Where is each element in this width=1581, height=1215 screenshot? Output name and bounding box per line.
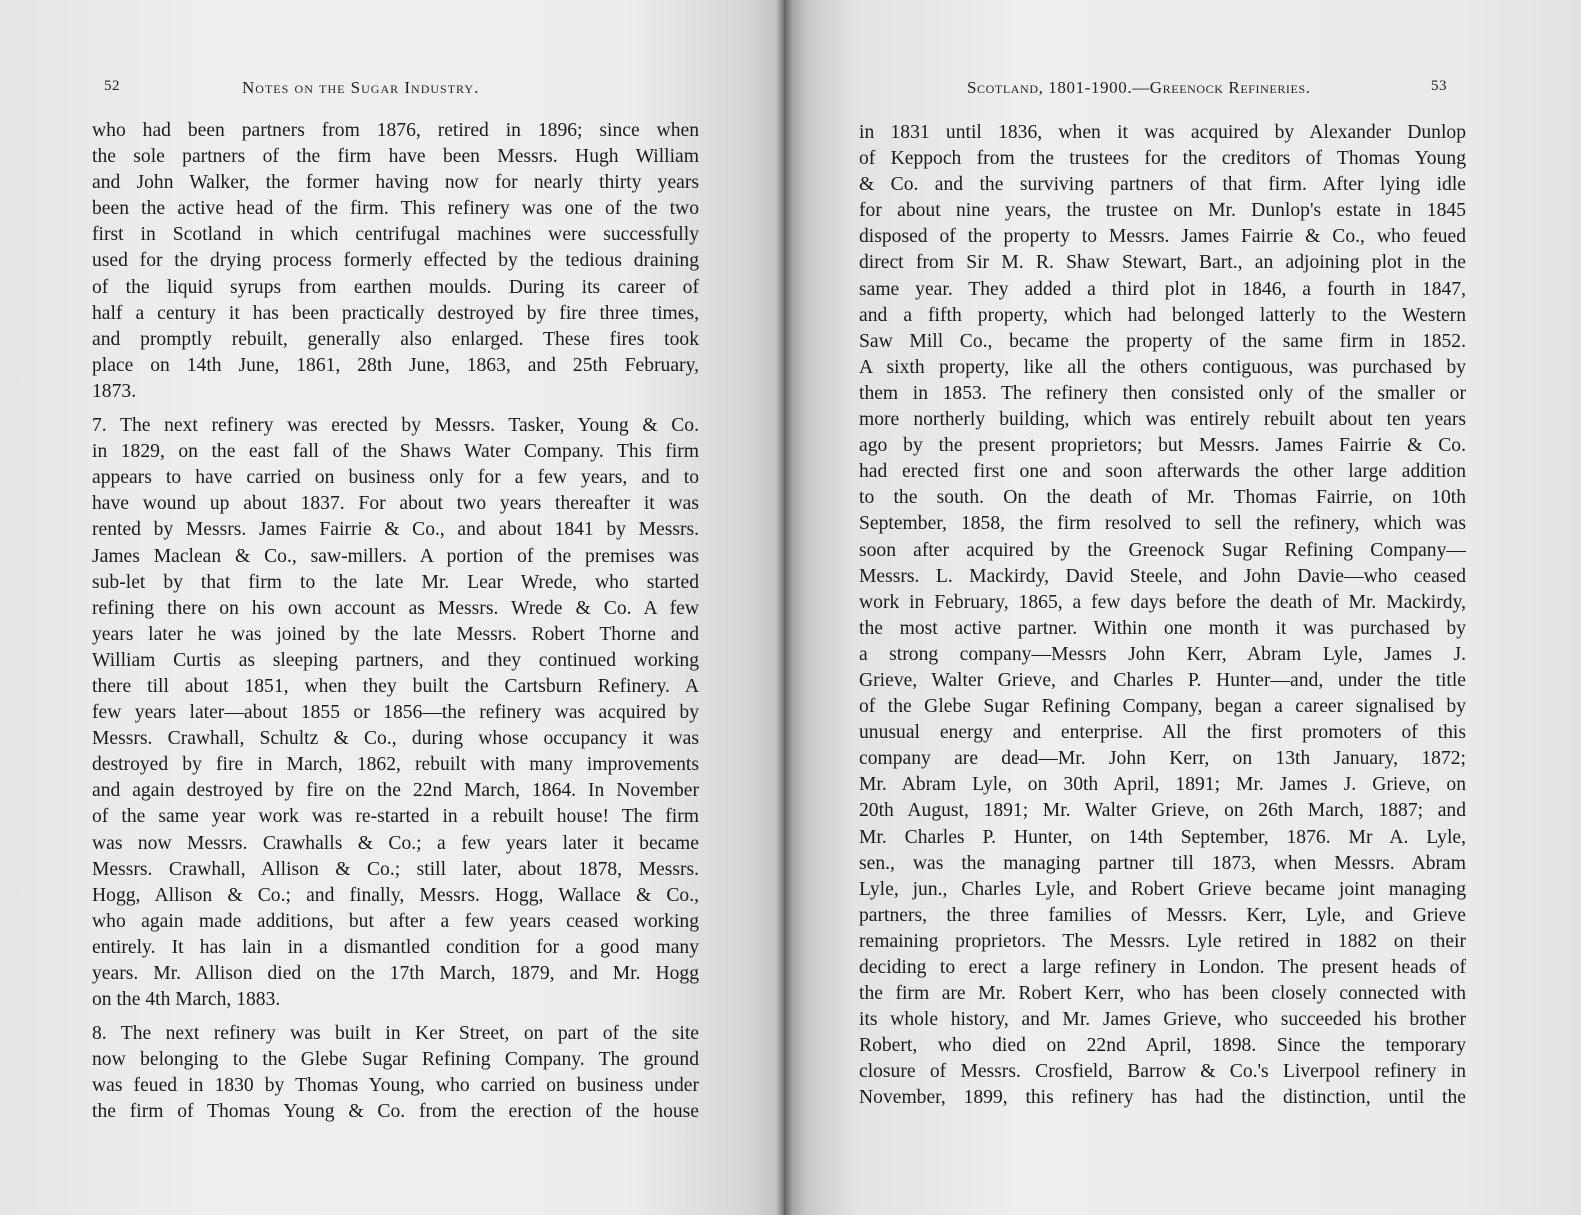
text-line: for about nine years, the trustee on Mr. Dunlop's estate in 1845 (859, 200, 1466, 222)
text-line: A sixth property, like all the others contiguous, was purchased by (859, 356, 1466, 378)
text-line: direct from Sir M. R. Shaw Stewart, Bart., an adjoining plot in the (859, 252, 1466, 274)
text-line: September, 1858, the firm resolved to sell the refinery, which was (859, 513, 1466, 535)
text-line: Lyle, jun., Charles Lyle, and Robert Grieve became joint managing (859, 878, 1466, 900)
text-line: and a fifth property, which had belonged latterly to the Western (859, 304, 1466, 326)
text-line: the most active partner. Within one month it was purchased by (859, 617, 1466, 639)
text-line: now belonging to the Glebe Sugar Refining Company. The ground (92, 1049, 699, 1071)
page-number: 52 (104, 78, 120, 94)
text-line: and again destroyed by fire on the 22nd March, 1864. In November (92, 780, 699, 802)
text-line: place on 14th June, 1861, 28th June, 1863, and 25th February, (92, 354, 699, 376)
text-line: was now Messrs. Crawhalls & Co.; a few years later it became (92, 832, 699, 854)
text-line: Saw Mill Co., became the property of the same firm in 1852. (859, 330, 1466, 352)
text-line: of the same year work was re-started in a rebuilt house! The firm (92, 806, 699, 828)
text-line: to the south. On the death of Mr. Thomas Fairrie, on 10th (859, 487, 1466, 509)
book-gutter (776, 0, 792, 1215)
page-body (92, 118, 699, 1126)
text-line: destroyed by fire in March, 1862, rebuilt with many improvements (92, 754, 699, 776)
text-line: 20th August, 1891; Mr. Walter Grieve, on 26th March, 1887; and (859, 800, 1466, 822)
text-line: been the active head of the firm. This refinery was one of the two (92, 198, 699, 220)
text-line: who had been partners from 1876, retired in 1896; since when (92, 120, 699, 141)
text-line: soon after acquired by the Greenock Sugar Refining Company— (859, 539, 1466, 561)
text-line: entirely. It has lain in a dismantled condition for a good many (92, 936, 699, 958)
text-line: appears to have carried on business only for a few years, and to (92, 467, 699, 489)
text-line: partners, the three families of Messrs. Kerr, Lyle, and Grieve (859, 904, 1466, 926)
text-line: William Curtis as sleeping partners, and they continued working (92, 649, 699, 671)
text-line: and promptly rebuilt, generally also enlarged. These fires took (92, 328, 699, 350)
text-line: a strong company—Messrs John Kerr, Abram Lyle, James J. (859, 643, 1466, 665)
text-line: remaining proprietors. The Messrs. Lyle retired in 1882 on their (859, 930, 1466, 952)
text-line: the firm are Mr. Robert Kerr, who has been closely connected with (859, 983, 1466, 1005)
page-body (859, 120, 1466, 1112)
paragraph-gap (92, 405, 699, 413)
paragraph (92, 1021, 699, 1125)
text-line: 8. The next refinery was built in Ker Street, on part of the site (92, 1023, 699, 1045)
text-line: in 1829, on the east fall of the Shaws Water Company. This firm (92, 441, 699, 463)
text-line: sen., was the managing partner till 1873, when Messrs. Abram (859, 852, 1466, 874)
text-line: who again made additions, but after a few years ceased working (92, 910, 699, 932)
text-line: rented by Messrs. James Fairrie & Co., and about 1841 by Messrs. (92, 519, 699, 541)
paragraph (859, 120, 1466, 1112)
text-line: Grieve, Walter Grieve, and Charles P. Hunter—and, under the title (859, 669, 1466, 691)
text-line: refining there on his own account as Messrs. Wrede & Co. A few (92, 597, 699, 619)
text-line: & Co. and the surviving partners of that firm. After lying idle (859, 174, 1466, 196)
running-head: Notes on the Sugar Industry. (242, 78, 480, 97)
text-line: more northerly building, which was entirely rebuilt about ten years (859, 409, 1466, 431)
page-number: 53 (1431, 78, 1447, 94)
left-page (0, 0, 784, 1215)
text-line: in 1831 until 1836, when it was acquired by Alexander Dunlop (859, 122, 1466, 143)
paragraph (92, 118, 699, 405)
text-line: November, 1899, this refinery has had the distinction, until the (859, 1087, 1466, 1109)
text-line: Messrs. Crawhall, Schultz & Co., during whose occupancy it was (92, 728, 699, 750)
text-line: years. Mr. Allison died on the 17th March, 1879, and Mr. Hogg (92, 963, 699, 984)
text-line: work in February, 1865, a few days before the death of Mr. Mackirdy, (859, 591, 1466, 613)
text-line: few years later—about 1855 or 1856—the refinery was acquired by (92, 702, 699, 724)
right-page (784, 0, 1581, 1215)
paragraph (92, 413, 699, 1013)
text-line: Mr. Charles P. Hunter, on 14th September, 1876. Mr A. Lyle, (859, 826, 1466, 848)
text-line: Messrs. L. Mackirdy, David Steele, and John Davie—who ceased (859, 565, 1466, 587)
text-line: Mr. Abram Lyle, on 30th April, 1891; Mr. James J. Grieve, on (859, 774, 1466, 796)
text-line: the firm of Thomas Young & Co. from the erection of the house (92, 1101, 699, 1123)
text-line: years later he was joined by the late Messrs. Robert Thorne and (92, 623, 699, 645)
text-line: on the 4th March, 1883. (92, 989, 281, 1011)
text-line: Robert, who died on 22nd April, 1898. Since the temporary (859, 1035, 1466, 1057)
text-line: of the liquid syrups from earthen moulds. During its career of (92, 276, 699, 298)
running-head: Scotland, 1801-1900.—Greenock Refineries. (967, 78, 1311, 97)
text-line: had erected first one and soon afterwards the other large addition (859, 461, 1466, 483)
text-line: disposed of the property to Messrs. James Fairrie & Co., who feued (859, 226, 1466, 248)
text-line: Messrs. Crawhall, Allison & Co.; still later, about 1878, Messrs. (92, 858, 699, 880)
text-line: sub-let by that firm to the late Mr. Lear Wrede, who started (92, 571, 699, 593)
text-line: half a century it has been practically destroyed by fire three times, (92, 302, 699, 324)
text-line: closure of Messrs. Crosfield, Barrow & Co.'s Liverpool refinery in (859, 1061, 1466, 1083)
text-line: and John Walker, the former having now for nearly thirty years (92, 172, 699, 194)
text-line: used for the drying process formerly effected by the tedious draining (92, 250, 699, 272)
text-line: Hogg, Allison & Co.; and finally, Messrs. Hogg, Wallace & Co., (92, 884, 699, 906)
text-line: 7. The next refinery was erected by Messrs. Tasker, Young & Co. (92, 415, 699, 437)
text-line: company are dead—Mr. John Kerr, on 13th January, 1872; (859, 748, 1466, 770)
text-line: its whole history, and Mr. James Grieve, who succeeded his brother (859, 1009, 1466, 1031)
text-line: first in Scotland in which centrifugal machines were successfully (92, 224, 699, 246)
text-line: deciding to erect a large refinery in London. The present heads of (859, 957, 1466, 978)
text-line: ago by the present proprietors; but Messrs. James Fairrie & Co. (859, 435, 1466, 457)
text-line: was feued in 1830 by Thomas Young, who carried on business under (92, 1075, 699, 1097)
paragraph-gap (92, 1013, 699, 1021)
text-line: the sole partners of the firm have been Messrs. Hugh William (92, 146, 699, 168)
text-line: James Maclean & Co., saw-millers. A portion of the premises was (92, 545, 699, 567)
text-line: of the Glebe Sugar Refining Company, began a career signalised by (859, 696, 1466, 718)
text-line: unusual energy and enterprise. All the first promoters of this (859, 722, 1466, 744)
text-line: same year. They added a third plot in 1846, a fourth in 1847, (859, 278, 1466, 300)
text-line: 1873. (92, 380, 137, 402)
text-line: them in 1853. The refinery then consisted only of the smaller or (859, 382, 1466, 404)
text-line: there till about 1851, when they built the Cartsburn Refinery. A (92, 675, 699, 697)
text-line: have wound up about 1837. For about two years thereafter it was (92, 493, 699, 515)
text-line: of Keppoch from the trustees for the creditors of Thomas Young (859, 148, 1466, 170)
